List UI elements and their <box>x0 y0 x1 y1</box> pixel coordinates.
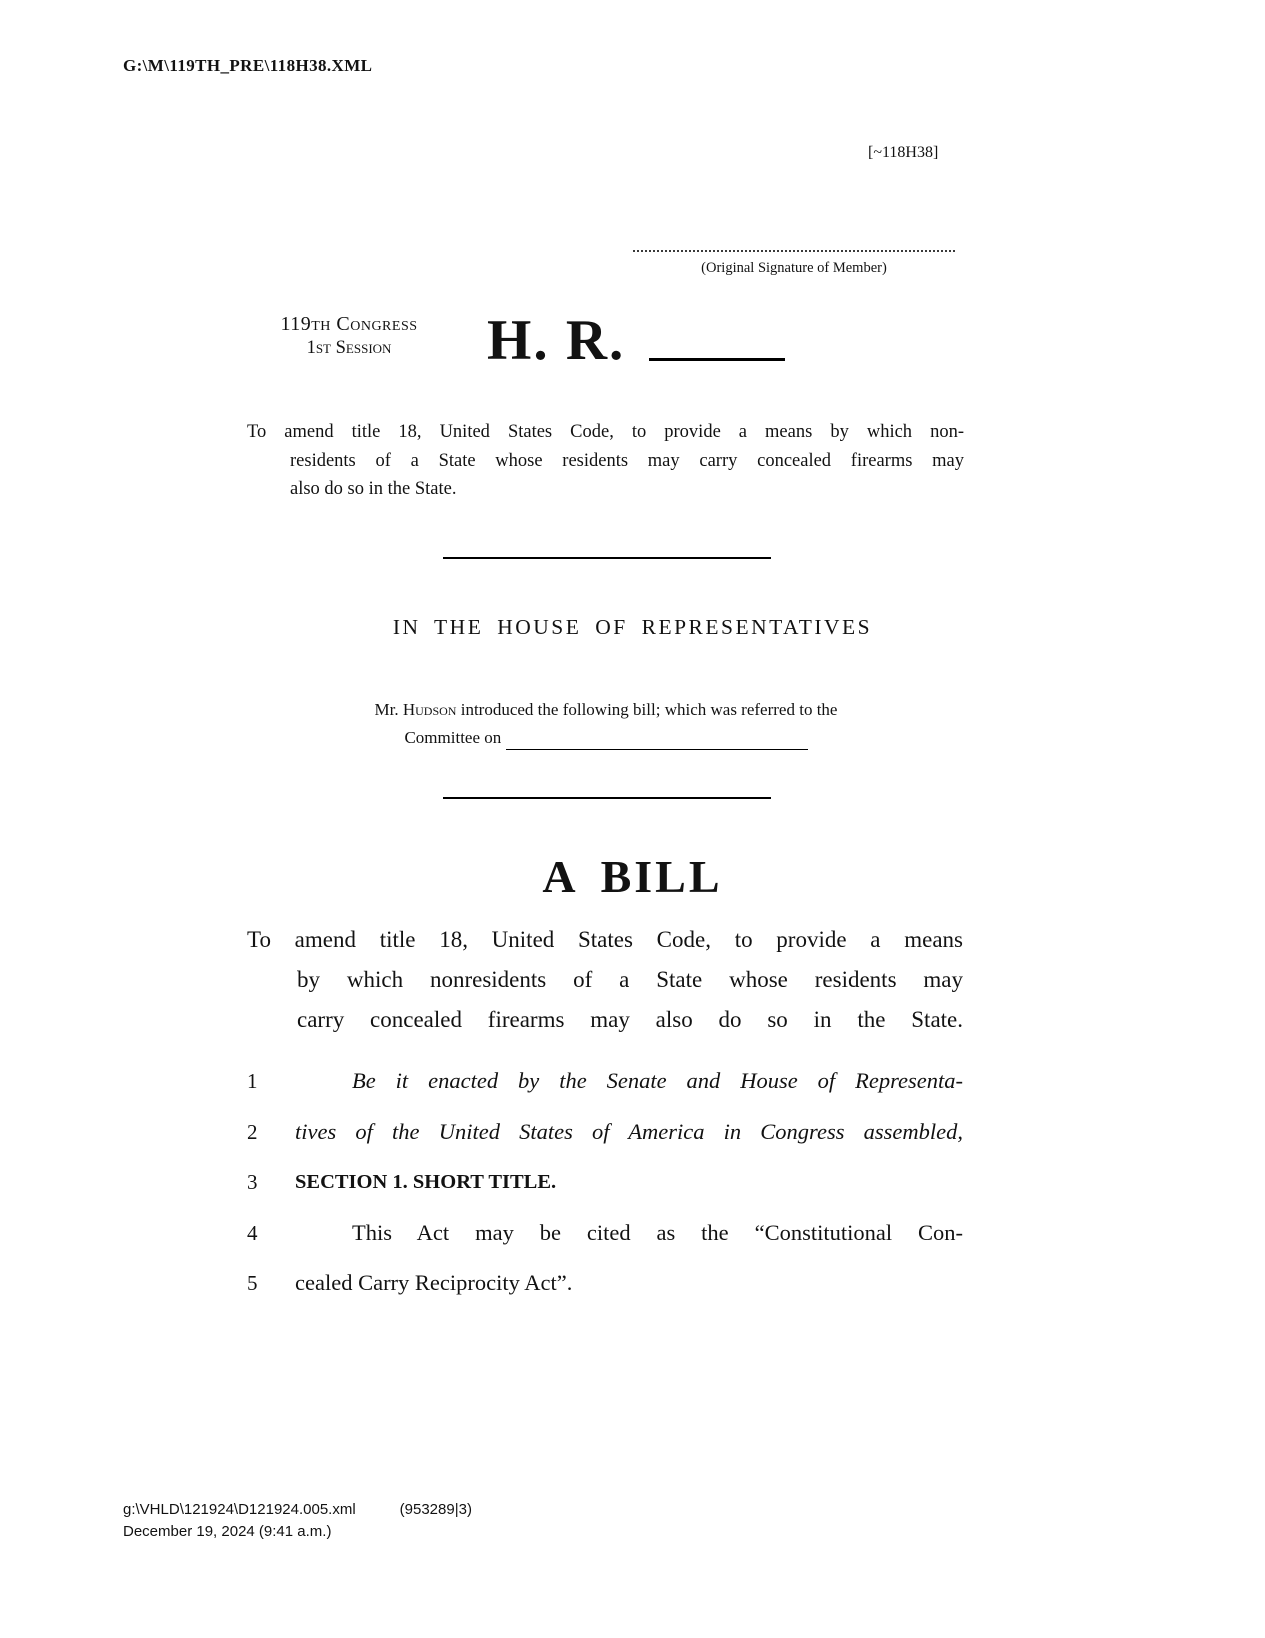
preamble-line: residents of a State whose residents may carry concealed firearms may <box>290 450 964 471</box>
signature-caption: (Original Signature of Member) <box>701 260 887 276</box>
header-file-path: G:\M\119TH_PRE\118H38.XML <box>123 56 373 75</box>
bill-number-blank <box>649 340 785 361</box>
line-text: SECTION 1. SHORT TITLE. <box>295 1171 557 1193</box>
committee-blank <box>506 721 808 750</box>
committee-line <box>290 724 922 753</box>
preamble-line: also do so in the State. <box>290 479 457 499</box>
section-rule <box>443 797 771 799</box>
house-heading: IN THE HOUSE OF REPRESENTATIVES <box>392 615 873 639</box>
footer-date: December 19, 2024 (9:41 a.m.) <box>123 1523 332 1540</box>
bill-body <box>247 1056 963 1309</box>
footer-file-path: g:\VHLD\121924\D121924.005.xml <box>123 1501 356 1518</box>
line-text: This Act may be cited as the “Constitutional Con- <box>352 1219 963 1245</box>
signature-block <box>633 242 955 277</box>
official-title-preamble <box>247 418 964 504</box>
bill-body-line <box>247 1157 963 1208</box>
line-number: 1 <box>247 1069 258 1093</box>
page-footer <box>123 1499 472 1543</box>
bill-title: A BILL <box>542 851 723 902</box>
line-text: tives of the United States of America in Congress assembled, <box>295 1118 963 1144</box>
sponsor-prefix: Mr. <box>374 700 403 719</box>
bill-preamble-line: To amend title 18, United States Code, to provide a means <box>247 927 963 952</box>
bill-body-line <box>247 1107 963 1158</box>
line-text: cealed Carry Reciprocity Act”. <box>295 1270 573 1295</box>
sponsor-name: Hudson <box>402 700 457 719</box>
session-label: 1st Session <box>306 338 392 358</box>
bill-body-line <box>247 1208 963 1259</box>
bill-preamble <box>247 920 963 1040</box>
bill-body-line <box>247 1056 963 1107</box>
sponsor-line <box>290 696 922 724</box>
congress-session-block <box>248 313 450 359</box>
bill-number-label: H. R. <box>487 309 626 372</box>
committee-label: Committee on <box>404 728 506 747</box>
section-rule <box>443 557 771 559</box>
footer-doc-id: (953289|3) <box>399 1501 472 1518</box>
line-number: 2 <box>247 1119 258 1144</box>
preamble-line: To amend title 18, United States Code, to provide a means by which non- <box>247 422 964 442</box>
footer-line-1 <box>123 1499 472 1521</box>
bill-number-block <box>487 308 785 373</box>
line-number: 4 <box>247 1220 258 1245</box>
doc-code: [~118H38] <box>868 144 939 161</box>
signature-dotted-line <box>633 242 955 252</box>
line-number: 3 <box>247 1170 258 1194</box>
bill-preamble-line: by which nonresidents of a State whose residents may <box>297 967 963 992</box>
congress-label: 119th Congress <box>280 313 418 335</box>
line-number: 5 <box>247 1271 258 1295</box>
bill-body-line <box>247 1258 963 1309</box>
line-text: Be it enacted by the Senate and House of Representa- <box>352 1068 963 1093</box>
bill-preamble-line: carry concealed firearms may also do so in the State. <box>297 1007 963 1032</box>
sponsor-paragraph <box>290 696 922 753</box>
sponsor-rest: introduced the following bill; which was referred to the <box>456 700 838 719</box>
